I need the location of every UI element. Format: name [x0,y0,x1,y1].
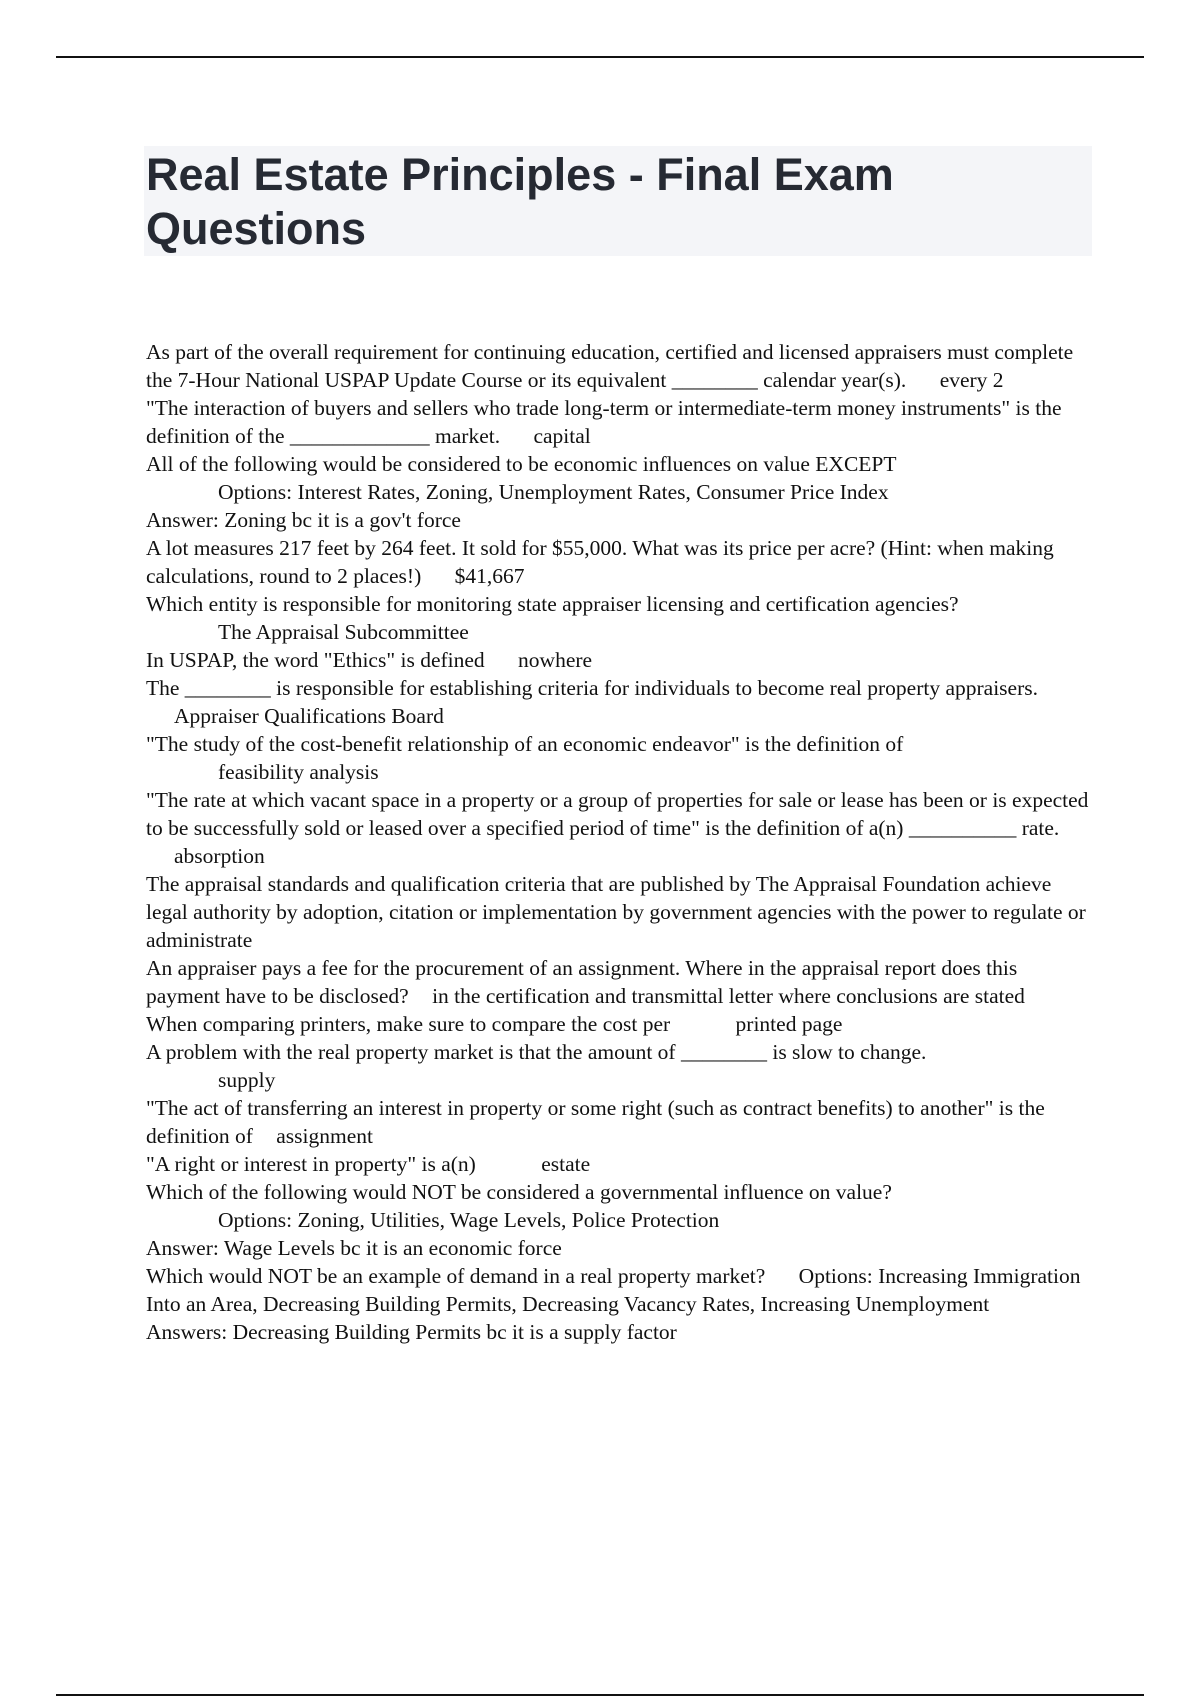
question-text: "The interaction of buyers and sellers who trade long-term or intermediate-term money instruments" is the definition of the _____________ market. [146,396,1062,448]
answer-text: Answers: Decreasing Building Permits bc it is a supply factor [146,1320,677,1344]
page-title [144,146,1092,256]
question-text: An appraiser pays a fee for the procurement of an assignment. Where in the appraisal report does this payment have to be disclosed? [146,956,1018,1008]
question-text: "A right or interest in property" is a(n) [146,1152,476,1176]
qa-item [146,534,1094,590]
question-text: As part of the overall requirement for continuing education, certified and licensed appraisers must complete the 7-Hour National USPAP Update Course or its equivalent ________ calendar year(s). [146,340,1074,392]
question-text: A lot measures 217 feet by 264 feet. It sold for $55,000. What was its price per acre? (Hint: when making calculations, round to 2 places!) [146,536,1054,588]
qa-item [146,1094,1094,1150]
qa-item [146,730,1094,786]
options-text: Options: Increasing Immigration Into an Area, Decreasing Building Permits, Decreasing Vacancy Rates, Increasing Unemployment [146,1264,1081,1316]
question-text: When comparing printers, make sure to compare the cost per [146,1012,671,1036]
answer-text: in the certification and transmittal letter where conclusions are stated [432,984,1025,1008]
question-text: The appraisal standards and qualification criteria that are published by The Appraisal Foundation achieve legal authority by adoption, citation or implementation by [146,872,1052,924]
question-text: "The study of the cost-benefit relationship of an economic endeavor" is the definition of [146,732,904,756]
answer-text: absorption [174,844,265,868]
question-text: In USPAP, the word "Ethics" is defined [146,648,485,672]
qa-item [146,450,1094,534]
answer-text: feasibility analysis [218,760,379,784]
qa-item [146,1178,1094,1262]
question-text: Which of the following would NOT be considered a governmental influence on value? [146,1180,892,1204]
qa-item [146,394,1094,450]
qa-item [146,870,1094,954]
question-text: "The rate at which vacant space in a property or a group of properties for sale or lease has been or is expected to be successfully sold or leased over a specified period of time" is the definition of a(n) __________ rate. [146,788,1089,840]
qa-item [146,786,1094,870]
answer-text: every 2 [939,368,1004,392]
top-rule [56,56,1144,58]
answer-text: estate [541,1152,591,1176]
qa-item [146,1150,1094,1178]
bottom-rule [56,1694,1144,1696]
answer-text: capital [533,424,591,448]
question-text: All of the following would be considered to be economic influences on value EXCEPT [146,452,897,476]
options-text: Options: Interest Rates, Zoning, Unemployment Rates, Consumer Price Index [218,480,889,504]
answer-text: assignment [276,1124,374,1148]
title-box [144,146,1092,256]
answer-text: government agencies with the power to regulate or administrate [146,900,1086,952]
qa-content [146,338,1094,1346]
qa-item [146,1262,1094,1346]
question-text: "The act of transferring an interest in property or some right (such as contract benefits) to another" is the definition of [146,1096,1045,1148]
answer-text: Appraiser Qualifications Board [174,704,444,728]
options-text: Options: Zoning, Utilities, Wage Levels, Police Protection [218,1208,720,1232]
qa-item [146,646,1094,674]
title-line-2: Questions [146,203,367,254]
qa-item [146,1038,1094,1094]
answer-text: nowhere [518,648,593,672]
qa-item [146,590,1094,646]
answer-text: printed page [735,1012,843,1036]
answer-text: Answer: Zoning bc it is a gov't force [146,508,461,532]
qa-item [146,338,1094,394]
question-text: Which would NOT be an example of demand in a real property market? [146,1264,766,1288]
qa-item [146,954,1094,1010]
answer-text: Answer: Wage Levels bc it is an economic force [146,1236,562,1260]
answer-text: The Appraisal Subcommittee [218,620,469,644]
answer-text: $41,667 [454,564,525,588]
qa-item [146,1010,1094,1038]
question-text: A problem with the real property market is that the amount of ________ is slow to change. [146,1040,927,1064]
answer-text: supply [218,1068,276,1092]
question-text: Which entity is responsible for monitoring state appraiser licensing and certification agencies? [146,592,959,616]
question-text: The ________ is responsible for establishing criteria for individuals to become real property appraisers. [146,676,1038,700]
title-line-1: Real Estate Principles - Final Exam [146,149,894,200]
qa-item [146,674,1094,730]
